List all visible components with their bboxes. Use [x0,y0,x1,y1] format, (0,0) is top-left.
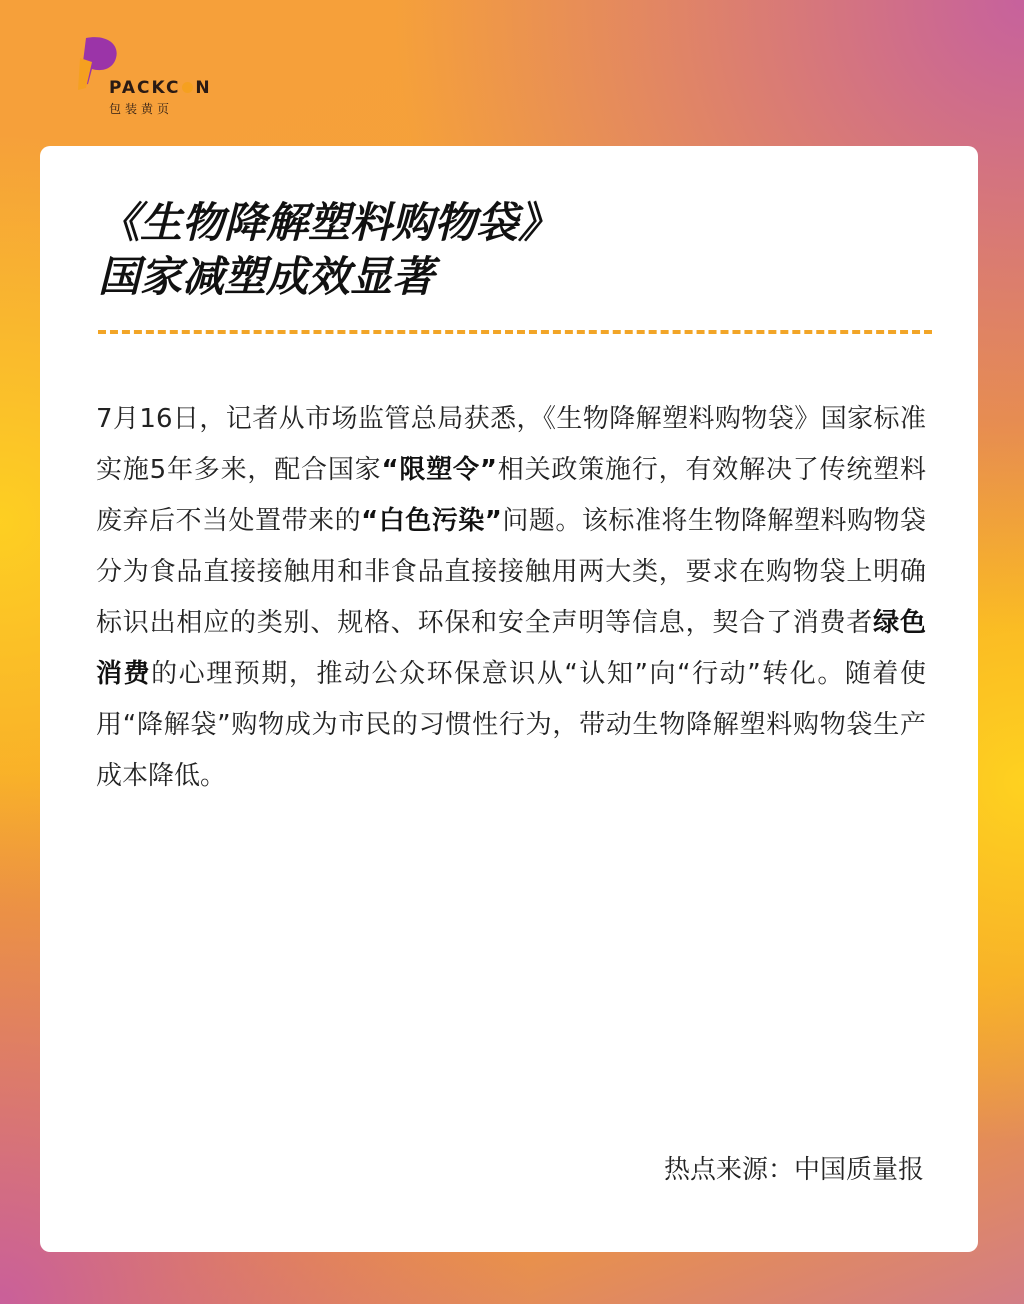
article-title-line-2: 国家减塑成效显著 [98,252,435,301]
dashed-divider [98,330,932,334]
article-title-line-1: 《生物降解塑料购物袋》 [98,198,561,247]
source-credit: 热点来源：中国质量报 [663,1155,924,1185]
body-segment: 相关政策施行，有效解决了传统塑料废弃后不当处置带来的 [96,455,926,536]
article-card [40,146,978,1252]
logo-wordmark [109,78,212,98]
body-segment: 7月16日，记者从市场监管总局获悉，《生物降解塑料购物袋》国家标准实施5年多来，配合国家 [96,404,926,485]
article-title [98,196,560,304]
body-segment: 的心理预期，推动公众环保意识从“认知”向“行动”转化。随着使用“降解袋”购物成为市民的习惯性行为，带动生物降解塑料购物袋生产成本降低。 [96,659,926,791]
logo-o-dot [182,82,193,93]
body-highlight: “白色污染” [361,506,502,536]
body-segment: 问题。该标准将生物降解塑料购物袋分为食品直接接触用和非食品直接接触用两大类，要求在购物袋上明确标识出相应的类别、规格、环保和安全声明等信息，契合了消费者 [96,506,926,638]
body-highlight: 绿色消费 [96,608,926,689]
logo-subtitle: 包装黄页 [109,102,174,116]
article-body [96,394,926,802]
logo-word-left: PACKC [109,78,181,98]
packcon-logo [76,36,246,120]
body-highlight: “限塑令” [381,455,497,485]
logo-word-right: N [195,78,212,98]
